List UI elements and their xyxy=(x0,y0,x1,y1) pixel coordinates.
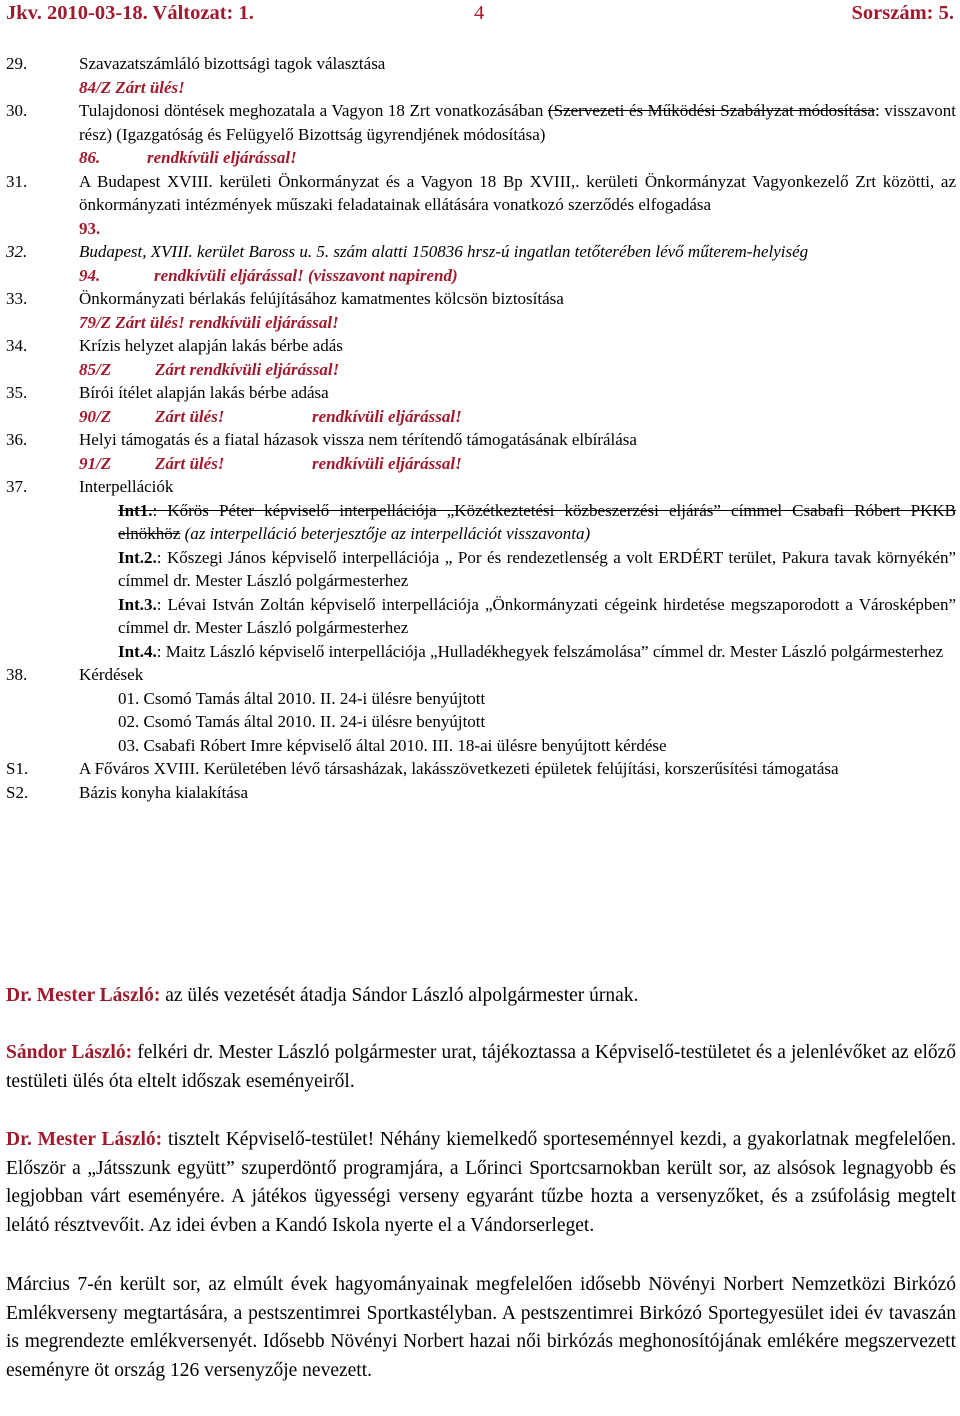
interpellation-3 xyxy=(6,593,956,640)
question-1: 01. Csomó Tamás által 2010. II. 24-i ülésre benyújtott xyxy=(118,688,486,708)
interpellation-text: : Kőrös Péter képviselő interpellációja „Közétkeztetési közbeszerzési eljárás” címmel Csabafi Róbert PKKB elnökhöz xyxy=(118,500,956,543)
agenda-item-29 xyxy=(6,52,956,99)
agenda-item-32 xyxy=(6,240,956,287)
agenda-item-s1 xyxy=(6,757,956,781)
paragraph-3 xyxy=(6,1126,956,1240)
item-title: A Főváros XVIII. Kerületében lévő társasházak, lakásszövetkezeti épületek felújítási, korszerűsítési támogatása xyxy=(79,759,839,778)
agenda-item-34 xyxy=(6,334,956,381)
agenda-item-38 xyxy=(6,663,956,687)
agenda-list xyxy=(6,52,956,804)
interpellation-label: Int1. xyxy=(118,500,153,520)
interpellation-text: : Kőszegi János képviselő interpellációja „ Por és rendezetlenség a volt ERDÉRT terület, Pakura tavak környékén” címmel dr. Mester László polgármesterhez xyxy=(118,547,956,590)
note-number: 94. xyxy=(79,265,101,285)
agenda-item-33 xyxy=(6,287,956,334)
note-number: 93. xyxy=(79,218,101,238)
item-number: 37. xyxy=(6,477,28,496)
question-2: 02. Csomó Tamás által 2010. II. 24-i ülésre benyújtott xyxy=(118,712,486,731)
interpellation-2 xyxy=(6,546,956,593)
item-number: 29. xyxy=(6,54,28,73)
item-title: Szavazatszámláló bizottsági tagok választása xyxy=(79,54,386,73)
interpellation-label: Int.2. xyxy=(118,547,157,567)
item-title-part: Tulajdonosi döntések meghozatala a Vagyon 18 Zrt vonatkozásában xyxy=(79,101,548,120)
paragraph-text: az ülés vezetését átadja Sándor László alpolgármester úrnak. xyxy=(160,985,639,1006)
item-number: 30. xyxy=(6,101,28,120)
item-number: S2. xyxy=(6,782,29,802)
paragraph-2 xyxy=(6,1039,956,1096)
paragraph-4: Március 7-én került sor, az elmúlt évek hagyományainak megfelelően idősebb Növényi Norbert Nemzetközi Birkózó Emlékverseny megtartására, a pestszentimrei Sportkastélyban. A pestszentimrei Birkózó Sportegyesület idei év tavaszán is megrendezte emlékversenyét. Idősebb Növényi Norbert hazai női birkózás meghonosítójának emlékére megszervezett eseményre öt ország 126 versenyzője nevezett. xyxy=(6,1274,956,1381)
note-text: rendkívüli eljárással! xyxy=(312,406,462,426)
struck-text: (Szervezeti és Működési Szabályzat módosítása xyxy=(547,101,875,120)
note-text: 79/Z Zárt ülés! xyxy=(79,312,185,332)
item-title: Budapest, XVIII. kerület Baross u. 5. szám alatti 150836 hrsz-ú ingatlan tetőterében lévő műterem-helyiség xyxy=(79,242,809,261)
interpellation-label: Int.3. xyxy=(118,594,157,614)
agenda-item-30 xyxy=(6,99,956,170)
item-title: Önkormányzati bérlakás felújításához kamatmentes kölcsön biztosítása xyxy=(79,289,564,308)
item-title: Helyi támogatás és a fiatal házasok vissza nem térítendő támogatásának elbírálása xyxy=(79,430,637,449)
item-note: 84/Z Zárt ülés! xyxy=(79,77,185,97)
agenda-item-35 xyxy=(6,381,956,428)
item-title xyxy=(79,99,956,146)
item-number: 33. xyxy=(6,289,28,308)
speaker-name: Sándor László: xyxy=(6,1042,133,1063)
note-text: rendkívüli eljárással! xyxy=(147,148,297,167)
note-text: Zárt rendkívüli eljárással! xyxy=(155,359,340,379)
item-title: Bírói ítélet alapján lakás bérbe adása xyxy=(79,383,329,402)
paragraph-1 xyxy=(6,982,956,1011)
interpellation-label: Int.4. xyxy=(118,641,157,661)
item-title: Interpellációk xyxy=(79,477,174,496)
paragraph-text: felkéri dr. Mester László polgármester urat, tájékoztassa a Képviselő-testületet és a jelenlévőket az előző testületi ülés óta eltelt időszak eseményeiről. xyxy=(6,1042,957,1092)
note-text: 85/Z xyxy=(79,359,112,379)
item-number: 38. xyxy=(6,665,28,684)
note-text: rendkívüli eljárással! xyxy=(154,265,304,285)
note-text: rendkívüli eljárással! xyxy=(189,312,339,332)
item-title: Kérdések xyxy=(79,665,144,684)
agenda-item-s2 xyxy=(6,781,956,805)
item-number: 34. xyxy=(6,336,28,355)
note-text: Zárt ülés! xyxy=(155,406,225,426)
question-3: 03. Csabafi Róbert Imre képviselő által 2010. III. 18-ai ülésre benyújtott kérdése xyxy=(118,735,667,755)
item-number: 36. xyxy=(6,430,28,449)
note-text: 90/Z xyxy=(79,406,112,426)
note-text: 91/Z xyxy=(79,453,112,473)
item-note xyxy=(79,358,956,382)
withdrawn-note: (az interpelláció beterjesztője az interpellációt visszavonta) xyxy=(180,524,591,543)
item-note xyxy=(79,405,956,429)
speaker-name: Dr. Mester László: xyxy=(6,1129,163,1150)
interpellation-1 xyxy=(6,499,956,546)
page-header xyxy=(6,0,954,26)
item-number: S1. xyxy=(6,759,29,778)
interpellation-text: : Maitz László képviselő interpellációja „Hulladékhegyek felszámolása” címmel dr. Mester László polgármesterhez xyxy=(156,641,944,661)
speaker-name: Dr. Mester László: xyxy=(6,985,161,1006)
item-note xyxy=(79,311,956,335)
note-text: Zárt ülés! xyxy=(155,453,225,473)
header-serial-number: Sorszám: 5. xyxy=(851,2,954,24)
agenda-item-37 xyxy=(6,475,956,499)
item-title: Krízis helyzet alapján lakás bérbe adás xyxy=(79,336,343,355)
note-withdrawn: (visszavont napirend) xyxy=(307,265,458,285)
paragraph-text: tisztelt Képviselő-testület! Néhány kiemelkedő sporteseménnyel kezdi, a gyakorlatnak megfelelően. Először a „Játsszunk együtt” szuperdöntő programjára, a Lőrinci Sportcsarnokban került sor, az alsósok legnagyobb és legjobban várt eseményére. A játékos ügyességi verseny egyaránt tűzbe hozta a versenyzőket, és a zsúfolásig megtelt lelátó résztvevőit. Az idei évben a Kandó Iskola nyerte el a Vándorserleget. xyxy=(6,1129,956,1236)
note-text: rendkívüli eljárással! xyxy=(312,453,462,473)
item-title: Bázis konyha kialakítása xyxy=(79,782,249,802)
item-number: 32. xyxy=(6,242,28,261)
interpellation-4 xyxy=(6,640,956,664)
item-note xyxy=(79,264,956,288)
item-number: 31. xyxy=(6,171,28,191)
item-note xyxy=(79,146,956,170)
header-page-number: 4 xyxy=(474,2,485,24)
item-note xyxy=(79,452,956,476)
interpellation-text: : Lévai István Zoltán képviselő interpellációja „Önkormányzati cégeink hirdetése megszaporodott a Városképben” címmel dr. Mester László polgármesterhez xyxy=(118,594,956,637)
agenda-item-31 xyxy=(6,170,956,241)
item-title-part: : visszavont rész) (Igazgatóság és Felügyelő Bizottság ügyrendjének módosítása) xyxy=(79,101,956,144)
agenda-item-36 xyxy=(6,428,956,475)
header-document-id: Jkv. 2010-03-18. Változat: 1. xyxy=(6,2,254,24)
note-number: 86. xyxy=(79,148,101,167)
item-title: A Budapest XVIII. kerületi Önkormányzat és a Vagyon 18 Bp XVIII,. kerületi Önkormányzat Vagyonkezelő Zrt közötti, az önkormányzati intézmények műszaki feladatainak ellátására vonatkozó szerződés elfogadása xyxy=(79,171,956,214)
item-number: 35. xyxy=(6,383,28,402)
